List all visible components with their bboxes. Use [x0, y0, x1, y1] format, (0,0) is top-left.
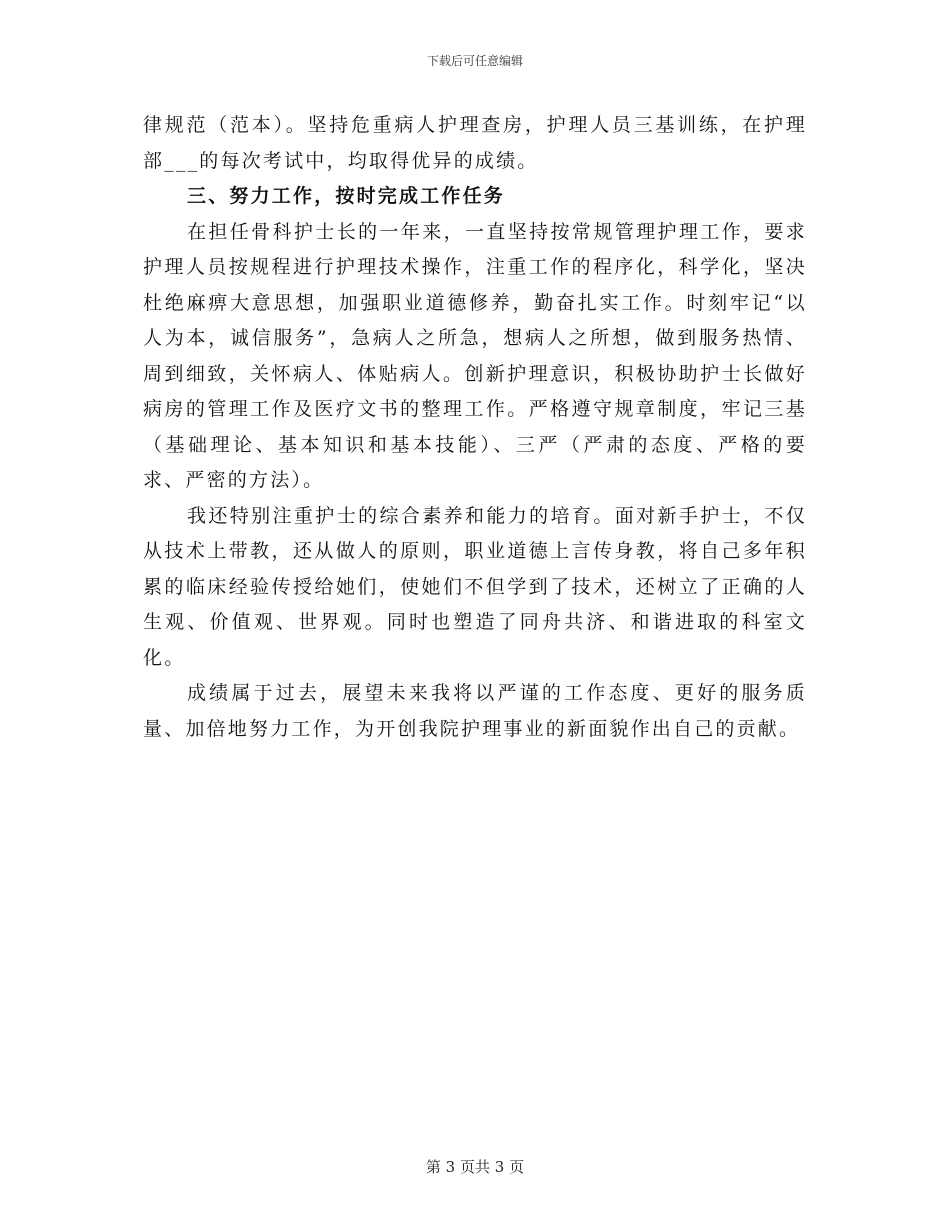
- body-paragraph-2: 我还特别注重护士的综合素养和能力的培育。面对新手护士，不仅从技术上带教，还从做人的原则，职业道德上言传身教，将自己多年积累的临床经验传授给她们，使她们不但学到了技术，还树立了正确的人生观、价值观、世界观。同时也塑造了同舟共济、和谐进取的科室文化。: [143, 504, 807, 669]
- page-number: 第 3 页共 3 页: [425, 1158, 525, 1176]
- section-heading: 三、努力工作，按时完成工作任务: [187, 185, 506, 207]
- document-body: [143, 108, 807, 747]
- body-paragraph-1: 在担任骨科护士长的一年来，一直坚持按常规管理护理工作，要求护理人员按规程进行护理技术操作，注重工作的程序化，科学化，坚决杜绝麻痹大意思想，加强职业道德修养，勤奋扎实工作。时刻牢记“以人为本，诚信服务”，急病人之所急，想病人之所想，做到服务热情、周到细致，关怀病人、体贴病人。创新护理意识，积极协助护士长做好病房的管理工作及医疗文书的整理工作。严格遵守规章制度，牢记三基（基础理论、基本知识和基本技能）、三严（严肃的态度、严格的要求、严密的方法）。: [143, 220, 807, 491]
- continuation-paragraph: 律规范（范本）。坚持危重病人护理查房，护理人员三基训练，在护理部___的每次考试中，均取得优异的成绩。: [143, 114, 807, 172]
- body-paragraph-3: 成绩属于过去，展望未来我将以严谨的工作态度、更好的服务质量、加倍地努力工作，为开创我院护理事业的新面貌作出自己的贡献。: [143, 682, 807, 740]
- page-header: 下载后可任意编辑: [426, 54, 523, 68]
